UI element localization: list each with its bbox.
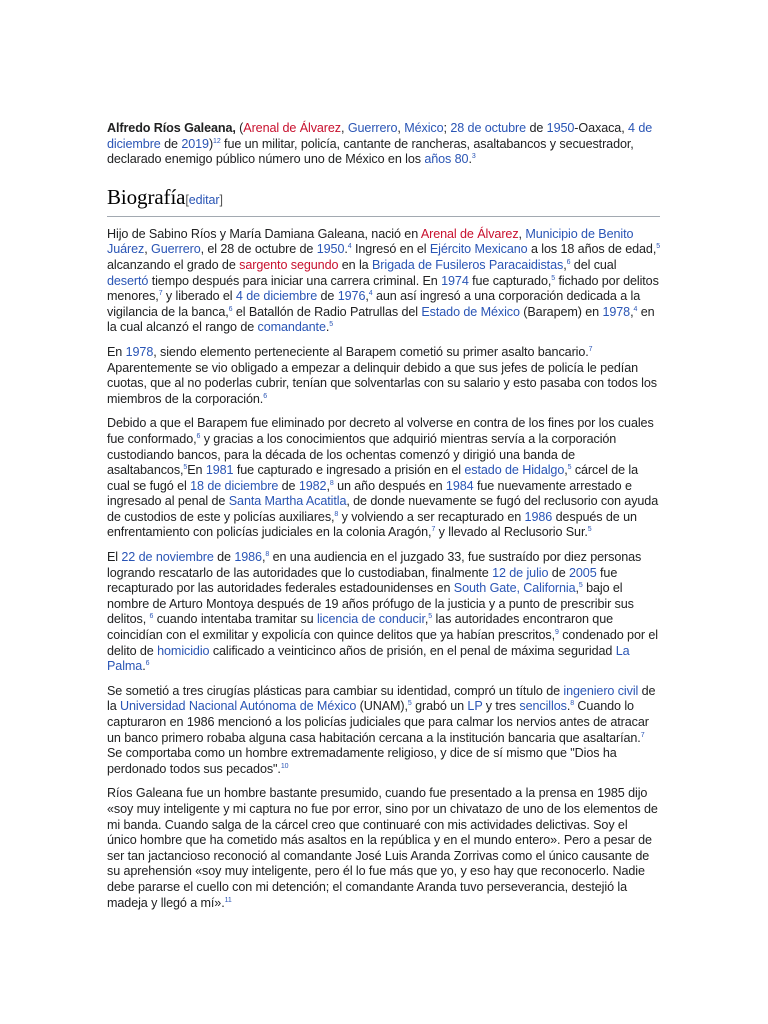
text: , [575,581,579,596]
text: aun así ingresó a una corporación dedicada a la vigilancia de la banca, [107,289,641,319]
reference-link[interactable]: 6 [196,432,201,440]
text: bajo el nombre de Arturo Montoya después de 19 años prófugo de la justicia y a punto de prescribir sus delitos, [107,581,634,627]
text: y llevado al Reclusorio Sur. [435,525,588,540]
reference-link[interactable]: 4 [633,305,638,313]
text: , [261,550,266,565]
paragraph-2 [107,345,660,407]
text: fue recapturado por las autoridades federales estadounidenses en [107,565,618,596]
text: en una audiencia en el juzgado 33, fue sustraído por diez personas logrando rescatarlo de las autoridades que lo custodiaban, finalmente [107,550,642,580]
section-title: Biografía [107,184,186,209]
link[interactable]: 1986 [524,509,553,524]
link[interactable]: 1974 [441,273,469,288]
text: y gracias a los conocimientos que adquirió mientras servía a la corporación custodiando bancos, para la década de los ochentas comenzó y dirigió una banda de asaltabancos, [107,431,617,478]
text: - [574,121,579,135]
text: , [326,478,330,493]
link[interactable]: Arenal de Álvarez [420,226,519,241]
text: y volviendo a ser recapturado en [338,509,525,524]
reference-link[interactable]: 8 [570,700,575,708]
intro-paragraph [107,121,660,168]
text: , [518,226,526,241]
reference-link[interactable]: 5 [183,463,188,471]
reference-link[interactable]: 3 [471,153,476,160]
text: (UNAM), [356,699,408,714]
text: el Batallón de Radio Patrullas del [232,304,422,319]
reference-link[interactable]: 12 [213,137,221,145]
reference-link[interactable]: 6 [566,258,571,266]
link-decade[interactable]: años 80 [424,152,469,167]
link-country[interactable]: México [404,121,444,135]
text: fue un militar, policía, cantante de rancheras, asaltabancos y secuestrador, declarado enemigo público número uno de México en los [107,136,634,167]
text: calificado a veinticinco años de prisión, en el penal de máxima seguridad [209,643,616,658]
reference-link[interactable]: 9 [555,628,559,636]
link[interactable]: ingeniero civil [563,683,639,698]
reference-link[interactable]: 6 [145,660,150,668]
text: en la cual alcanzó el rango de [107,304,655,335]
text: , [365,289,369,304]
text: después de un enfrentamiento con policías judiciales en la colonia Aragón, [107,509,637,540]
link[interactable]: estado de Hidalgo [464,463,565,478]
link[interactable]: homicidio [157,643,210,658]
reference-link[interactable]: 5 [567,463,572,471]
text: . [142,659,146,674]
reference-link[interactable]: 4 [347,243,352,251]
text: tiempo después para iniciar una carrera criminal. En [148,273,442,288]
text: Cuando lo capturaron en 1986 mencionó a los policías judiciales que para calmar los nervios antes de atracar un banco primero robaba alguna casa habitación cercana a la institución bancaria que asaltarían. [107,699,649,745]
link[interactable]: 1986 [234,550,262,565]
text: del cual [570,257,617,272]
text: . [566,699,571,714]
text: Hijo de Sabino Ríos y María Damiana Galeana, nació en [107,226,421,241]
link[interactable]: 2005 [569,565,597,580]
link[interactable]: 1978 [125,344,154,359]
link[interactable]: comandante [257,320,326,335]
reference-link[interactable]: 8 [265,550,270,558]
text: , [144,242,152,257]
link[interactable]: Santa Martha Acatitla [228,494,347,509]
reference-link[interactable]: 5 [587,526,592,534]
text: , [424,612,429,627]
text: grabó un [411,699,468,714]
text: , [621,121,629,135]
link-birth-year[interactable]: 1950 [546,121,575,135]
link[interactable]: 18 de diciembre [190,478,279,493]
text: fichado por delitos menores, [107,273,659,304]
text: Se comportaba como un hombre extremadamente religioso, y dice de sí mismo que "Dios ha perdonado todos sus pecados". [107,746,617,776]
text: las autoridades encontraron que coincidían con el exmilitar y expolicía con quince delitos que ya habían prescritos, [107,612,613,643]
reference-link[interactable]: 7 [158,289,163,297]
reference-link[interactable]: 6 [149,613,154,621]
text: , [341,121,348,135]
paragraph-5 [107,684,660,778]
link[interactable]: Brigada de Fusileros Paracaidistas [371,257,564,272]
text: de [160,136,182,151]
text: , el 28 de octubre de [200,242,317,257]
link-death-date[interactable]: 4 de diciembre [107,121,653,151]
link[interactable]: Municipio de Benito Juárez [107,226,634,257]
paragraph-3 [107,416,660,541]
text: de la [107,683,656,714]
reference-link[interactable]: 6 [263,392,267,400]
link-state[interactable]: Guerrero [347,121,398,135]
text: Oaxaca [578,121,622,135]
text: Debido a que el Barapem fue eliminado por decreto al volverse en contra de los fines por los cuales fue conformado, [107,416,654,446]
link[interactable]: Ejército Mexicano [429,242,528,257]
text: En [187,463,206,478]
reference-link[interactable]: 4 [368,289,373,297]
text: alcanzando el grado de [107,257,240,272]
edit-section-link[interactable]: editar [188,192,220,207]
text: en la [338,257,372,272]
text: y liberado el [162,289,236,304]
reference-link[interactable]: 10 [280,762,289,770]
text: El [107,550,122,565]
text: , de donde nuevamente se fugó del reclusorio con ayuda de custodios de este y policías auxiliares, [107,494,659,524]
text: , [397,121,405,135]
link[interactable]: sargento segundo [239,257,339,272]
article-subject-name: Alfredo Ríos Galeana, [107,121,236,135]
text: . [344,242,348,257]
text: de [548,565,569,580]
text: , [630,304,634,319]
link[interactable]: Guerrero [151,242,201,257]
text: (Barapem) en [519,304,603,319]
reference-link[interactable]: 6 [228,305,233,313]
text: fue capturado e ingresado a prisión en el [233,463,465,478]
link[interactable]: 1981 [205,463,234,478]
text: a los 18 años de edad, [527,242,657,257]
text: ) [208,136,214,151]
text: ; [443,121,451,135]
text: , siendo elemento perteneciente al Barapem cometió su primer asalto bancario. [153,344,589,359]
section-heading [107,184,660,217]
link[interactable]: sencillos [519,699,567,714]
text: Aparentemente se vio obligado a empezar a delinquir debido a que sus jefes de policía le pedían cuotas, que al no poderlas cubrir, tenían que solventarlas con su salario y esto pasaba con todos los miembros de la corporación. [107,360,657,406]
text: [ [185,192,189,207]
text: . [468,152,472,167]
text: . [325,320,330,335]
link[interactable]: 1978 [602,304,631,319]
link-birthplace[interactable]: Arenal de Álvarez [243,121,341,135]
text: de [278,478,299,493]
paragraph-4 [107,550,660,675]
reference-link[interactable]: 7 [431,526,436,534]
link[interactable]: 1982 [298,478,327,493]
text: fue capturado, [468,273,552,288]
reference-link[interactable]: 5 [551,274,556,282]
link[interactable]: 1950 [316,242,345,257]
reference-link[interactable]: 7 [640,731,645,739]
text: condenado por el delito de [107,628,658,658]
reference-link[interactable]: 5 [578,582,583,590]
text: ] [219,192,223,207]
text: , [563,257,567,272]
reference-link[interactable]: 5 [428,613,433,621]
text: fue nuevamente arrestado e ingresado al penal de [107,478,632,509]
link[interactable]: licencia de conducir [316,612,425,627]
link[interactable]: Universidad Nacional Autónoma de México [120,699,357,714]
link-birth-date[interactable]: 28 de octubre [450,121,527,135]
text: cuando intentaba tramitar su [153,612,317,627]
article-content [107,121,660,920]
link[interactable]: La Palma [107,643,630,674]
link[interactable]: LP [467,699,483,714]
reference-link[interactable]: 5 [656,243,661,251]
text: ( [235,121,244,135]
link[interactable]: 22 de noviembre [121,550,214,565]
link-death-year[interactable]: 2019 [181,136,209,151]
edit-section [185,193,222,207]
link[interactable]: 1976 [337,289,366,304]
text: de [317,289,338,304]
text: Ingresó en el [351,242,430,257]
text: un año después en [333,478,446,493]
reference-link[interactable]: 7 [588,345,593,353]
text: de [213,550,235,565]
paragraph-6 [107,786,660,911]
reference-link[interactable]: 8 [329,479,334,487]
reference-link[interactable]: 8 [334,510,339,518]
paragraph-1 [107,227,660,336]
link[interactable]: 1984 [445,478,474,493]
link[interactable]: 4 de diciembre [235,289,318,304]
text: , [564,463,568,478]
text: Se sometió a tres cirugías plásticas para cambiar su identidad, compró un título de [107,683,564,698]
text: Ríos Galeana fue un hombre bastante presumido, cuando fue presentado a la prensa en 1985 dijo «soy muy inteligente y mi captura no fue por error, sino por un chivatazo de uno de los elementos de mi banda. Cuando salga de la cárcel creo que continuaré con mis actividades delictivas. Soy el único hombre que ha cometido más asaltos en la república y en el mundo entero». Pero a pesar de ser tan jactancioso reconoció al comandante José Luis Aranda Zorrivas como el único causante de su aprehensión «soy muy inteligente, pero él lo fue más que yo, y eso hay que reconocerlo. Nadie debe pararse el cuello con mi detención; el comandante Aranda tuvo perseverancia, destejió la madeja y llegó a mí». [107,786,658,910]
link[interactable]: South Gate, California [453,581,576,596]
text: cárcel de la cual se fugó el [107,463,639,493]
reference-link[interactable]: 5 [407,700,412,708]
reference-link[interactable]: 11 [224,896,232,904]
text: En [107,344,126,359]
link[interactable]: desertó [107,273,149,288]
link[interactable]: 12 de julio [492,565,549,580]
text: de [526,121,547,135]
text: y tres [482,699,520,714]
reference-link[interactable]: 5 [329,321,334,329]
link[interactable]: Estado de México [421,304,520,319]
